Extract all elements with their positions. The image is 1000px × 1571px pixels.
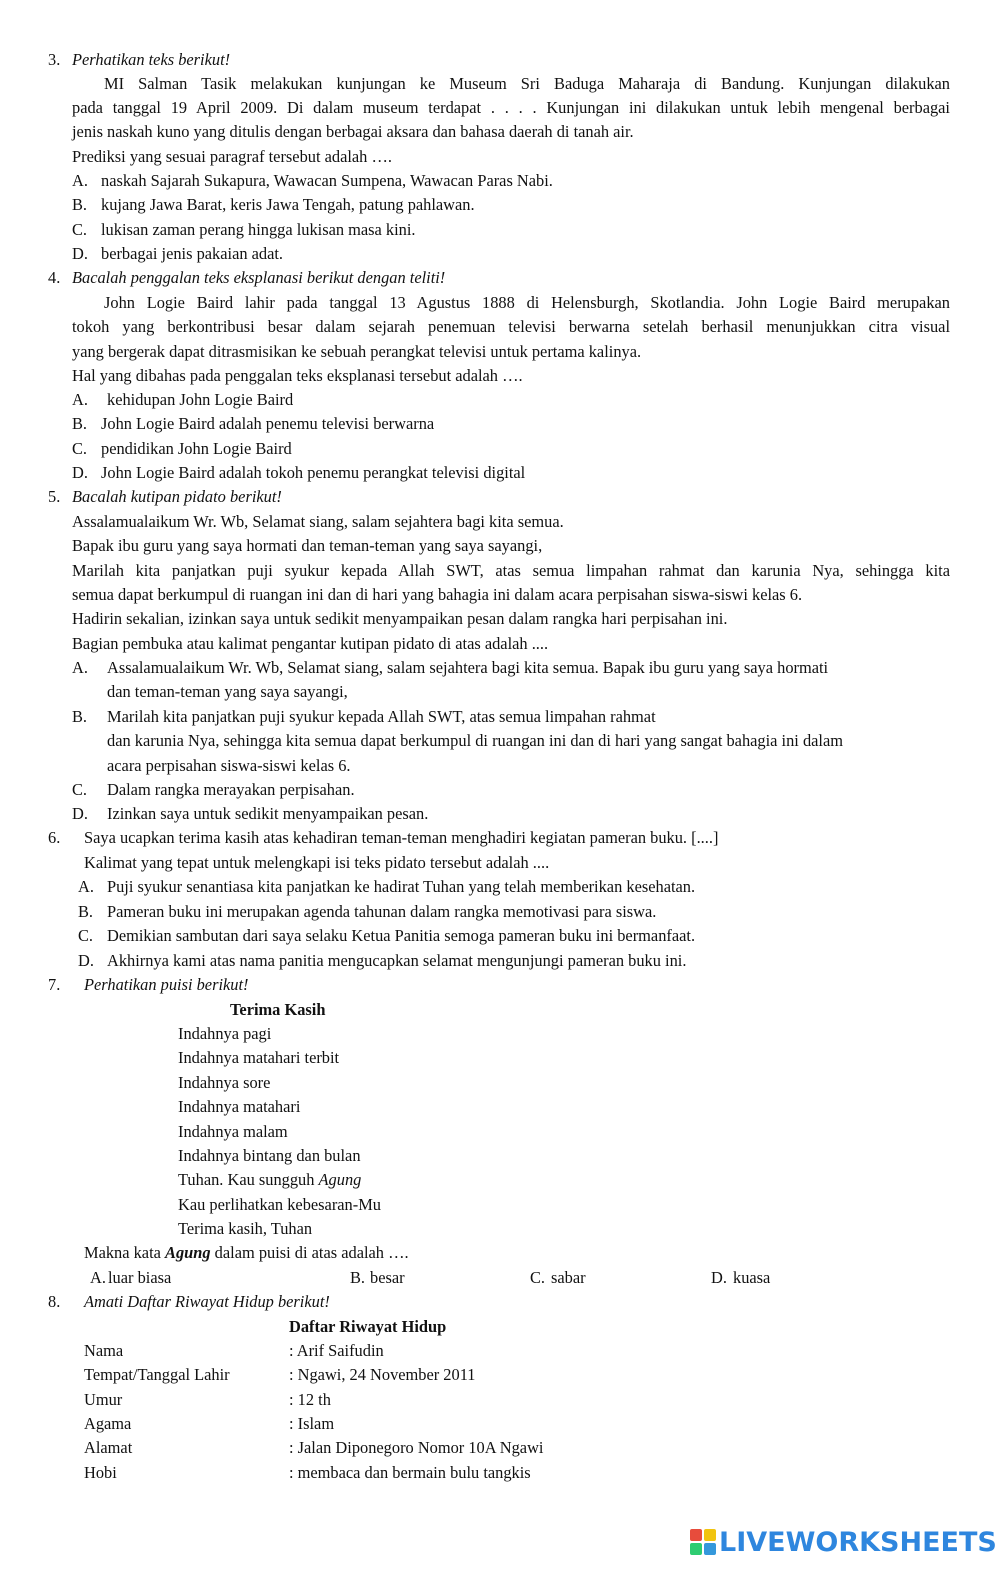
q3-instruction: Perhatikan teks berikut! xyxy=(72,50,231,69)
liveworksheets-logo-icon xyxy=(690,1529,716,1555)
q7-question-post: dalam puisi di atas adalah …. xyxy=(210,1243,409,1262)
q3-number: 3. xyxy=(48,50,61,69)
q5-speech-line-4: semua dapat berkumpul di ruangan ini dan di hari yang bahagia ini dalam acara perpisahan siswa-siswi kelas 6. xyxy=(72,585,803,604)
q6-option-d[interactable]: Akhirnya kami atas nama panitia mengucapkan selamat mengunjungi pameran buku ini. xyxy=(107,951,687,970)
q3-option-b[interactable]: kujang Jawa Barat, keris Jawa Tengah, patung pahlawan. xyxy=(101,195,475,214)
q5-option-b-line-3[interactable]: acara perpisahan siswa-siswi kelas 6. xyxy=(107,756,351,775)
q6-question: Kalimat yang tepat untuk melengkapi isi teks pidato tersebut adalah .... xyxy=(84,853,550,872)
cv-label: Umur xyxy=(84,1390,123,1409)
q6-option-a[interactable]: Puji syukur senantiasa kita panjatkan ke hadirat Tuhan yang telah memberikan kesehatan. xyxy=(107,877,696,896)
q3-option-d[interactable]: berbagai jenis pakaian adat. xyxy=(101,244,284,263)
cv-label: Tempat/Tanggal Lahir xyxy=(84,1365,230,1384)
q4-option-d-letter: D. xyxy=(72,463,88,482)
q3-paragraph-line-2: pada tanggal 19 April 2009. Di dalam museum terdapat . . . . Kunjungan ini dilakukan untuk lebih mengenal berbagai xyxy=(72,98,950,117)
q7-number: 7. xyxy=(48,975,61,994)
cv-label: Agama xyxy=(84,1414,132,1433)
q3-option-d-letter: D. xyxy=(72,244,88,263)
poem-line: Terima kasih, Tuhan xyxy=(178,1219,313,1238)
q7-option-b[interactable]: besar xyxy=(370,1268,405,1287)
poem-line-text: Tuhan. Kau sungguh xyxy=(178,1170,319,1189)
q4-option-b[interactable]: John Logie Baird adalah penemu televisi berwarna xyxy=(101,414,435,433)
q5-option-c[interactable]: Dalam rangka merayakan perpisahan. xyxy=(107,780,355,799)
q8-number: 8. xyxy=(48,1292,61,1311)
poem-line: Kau perlihatkan kebesaran-Mu xyxy=(178,1195,381,1214)
q6-number: 6. xyxy=(48,828,61,847)
q3-paragraph-line-1: MI Salman Tasik melakukan kunjungan ke Museum Sri Baduga Maharaja di Bandung. Kunjungan dilakukan xyxy=(104,74,950,93)
poem-title: Terima Kasih xyxy=(230,1000,326,1019)
cv-value: : 12 th xyxy=(289,1390,331,1409)
q5-option-c-letter: C. xyxy=(72,780,88,799)
q7-option-a-letter: A. xyxy=(90,1268,106,1287)
q5-option-a-letter: A. xyxy=(72,658,88,677)
poem-line: Indahnya pagi xyxy=(178,1024,272,1043)
q5-speech-line-2: Bapak ibu guru yang saya hormati dan teman-teman yang saya sayangi, xyxy=(72,536,543,555)
cv-label: Nama xyxy=(84,1341,124,1360)
q4-paragraph-line-1: John Logie Baird lahir pada tanggal 13 Agustus 1888 di Helensburgh, Skotlandia. John Logie Baird merupakan xyxy=(104,293,950,312)
q3-option-a-letter: A. xyxy=(72,171,88,190)
liveworksheets-logo-text: LIVEWORKSHEETS xyxy=(719,1526,997,1558)
q4-paragraph-line-3: yang bergerak dapat ditrasmisikan ke sebuah perangkat televisi untuk pertama kalinya. xyxy=(72,342,642,361)
cv-label: Hobi xyxy=(84,1463,117,1482)
q7-option-c[interactable]: sabar xyxy=(551,1268,586,1287)
q5-speech-line-5: Hadirin sekalian, izinkan saya untuk sedikit menyampaikan pesan dalam rangka hari perpisahan ini. xyxy=(72,609,728,628)
q5-instruction: Bacalah kutipan pidato berikut! xyxy=(72,487,282,506)
q6-option-d-letter: D. xyxy=(78,951,94,970)
poem-line: Indahnya malam xyxy=(178,1122,288,1141)
q4-option-a-letter: A. xyxy=(72,390,88,409)
q7-question xyxy=(84,1245,409,1261)
q7-option-a[interactable]: luar biasa xyxy=(108,1268,172,1287)
q4-question: Hal yang dibahas pada penggalan teks eksplanasi tersebut adalah …. xyxy=(72,366,523,385)
q5-option-b-line-1[interactable]: Marilah kita panjatkan puji syukur kepada Allah SWT, atas semua limpahan rahmat xyxy=(107,707,656,726)
poem-word-agung: Agung xyxy=(318,1170,362,1189)
q4-option-c-letter: C. xyxy=(72,439,88,458)
q5-option-b-line-2[interactable]: dan karunia Nya, sehingga kita semua dapat berkumpul di ruangan ini dan di hari yang sangat bahagia ini dalam xyxy=(107,731,843,750)
q7-question-pre: Makna kata xyxy=(84,1243,166,1262)
cv-value: : membaca dan bermain bulu tangkis xyxy=(289,1463,531,1482)
cv-value: : Arif Saifudin xyxy=(289,1341,384,1360)
q6-option-b-letter: B. xyxy=(78,902,94,921)
q5-speech-line-1: Assalamualaikum Wr. Wb, Selamat siang, salam sejahtera bagi kita semua. xyxy=(72,512,564,531)
logo-square-yellow xyxy=(704,1529,716,1541)
q3-paragraph-line-3: jenis naskah kuno yang ditulis dengan berbagai aksara dan bahasa daerah di tanah air. xyxy=(72,122,634,141)
q4-option-c[interactable]: pendidikan John Logie Baird xyxy=(101,439,292,458)
poem-line: Indahnya bintang dan bulan xyxy=(178,1146,361,1165)
q7-option-b-letter: B. xyxy=(350,1268,366,1287)
q6-option-b[interactable]: Pameran buku ini merupakan agenda tahunan dalam rangka memotivasi para siswa. xyxy=(107,902,657,921)
cv-label: Alamat xyxy=(84,1438,133,1457)
q5-option-b-letter: B. xyxy=(72,707,88,726)
q4-option-d[interactable]: John Logie Baird adalah tokoh penemu perangkat televisi digital xyxy=(101,463,526,482)
cv-value: : Islam xyxy=(289,1414,335,1433)
q6-option-c[interactable]: Demikian sambutan dari saya selaku Ketua Panitia semoga pameran buku ini bermanfaat. xyxy=(107,926,696,945)
q4-paragraph-line-2: tokoh yang berkontribusi besar dalam sejarah penemuan televisi berwarna setelah berhasil menunjukkan citra visual xyxy=(72,317,950,336)
q7-option-d[interactable]: kuasa xyxy=(733,1268,771,1287)
q5-option-a-line-1[interactable]: Assalamualaikum Wr. Wb, Selamat siang, salam sejahtera bagi kita semua. Bapak ibu guru yang saya hormati xyxy=(107,658,829,677)
q3-option-c[interactable]: lukisan zaman perang hingga lukisan masa kini. xyxy=(101,220,416,239)
q5-option-d-letter: D. xyxy=(72,804,88,823)
poem-line: Indahnya matahari xyxy=(178,1097,301,1116)
q3-option-a[interactable]: naskah Sajarah Sukapura, Wawacan Sumpena, Wawacan Paras Nabi. xyxy=(101,171,553,190)
q4-option-a[interactable]: kehidupan John Logie Baird xyxy=(107,390,294,409)
q5-question: Bagian pembuka atau kalimat pengantar kutipan pidato di atas adalah .... xyxy=(72,634,549,653)
logo-square-blue xyxy=(704,1543,716,1555)
q7-question-word: Agung xyxy=(165,1243,211,1262)
liveworksheets-logo[interactable] xyxy=(690,1528,997,1556)
q7-option-c-letter: C. xyxy=(530,1268,546,1287)
q3-option-b-letter: B. xyxy=(72,195,88,214)
poem-line-agung xyxy=(178,1172,361,1188)
q3-option-c-letter: C. xyxy=(72,220,88,239)
cv-title: Daftar Riwayat Hidup xyxy=(289,1317,447,1336)
q5-option-d[interactable]: Izinkan saya untuk sedikit menyampaikan pesan. xyxy=(107,804,429,823)
logo-square-red xyxy=(690,1529,702,1541)
cv-value: : Ngawi, 24 November 2011 xyxy=(289,1365,476,1384)
q5-speech-line-3: Marilah kita panjatkan puji syukur kepada Allah SWT, atas semua limpahan rahmat dan karunia Nya, sehingga kita xyxy=(72,561,950,580)
poem-line: Indahnya matahari terbit xyxy=(178,1048,340,1067)
q6-option-a-letter: A. xyxy=(78,877,94,896)
q5-option-a-line-2[interactable]: dan teman-teman yang saya sayangi, xyxy=(107,682,348,701)
q4-option-b-letter: B. xyxy=(72,414,88,433)
q7-instruction: Perhatikan puisi berikut! xyxy=(84,975,249,994)
q6-speech-line: Saya ucapkan terima kasih atas kehadiran teman-teman menghadiri kegiatan pameran buku. [....] xyxy=(84,828,719,847)
q4-instruction: Bacalah penggalan teks eksplanasi berikut dengan teliti! xyxy=(72,268,446,287)
logo-square-green xyxy=(690,1543,702,1555)
q5-number: 5. xyxy=(48,487,61,506)
q4-number: 4. xyxy=(48,268,61,287)
q8-instruction: Amati Daftar Riwayat Hidup berikut! xyxy=(84,1292,330,1311)
q6-option-c-letter: C. xyxy=(78,926,94,945)
cv-value: : Jalan Diponegoro Nomor 10A Ngawi xyxy=(289,1438,544,1457)
poem-line: Indahnya sore xyxy=(178,1073,271,1092)
q7-option-d-letter: D. xyxy=(711,1268,727,1287)
q3-question: Prediksi yang sesuai paragraf tersebut adalah …. xyxy=(72,147,392,166)
